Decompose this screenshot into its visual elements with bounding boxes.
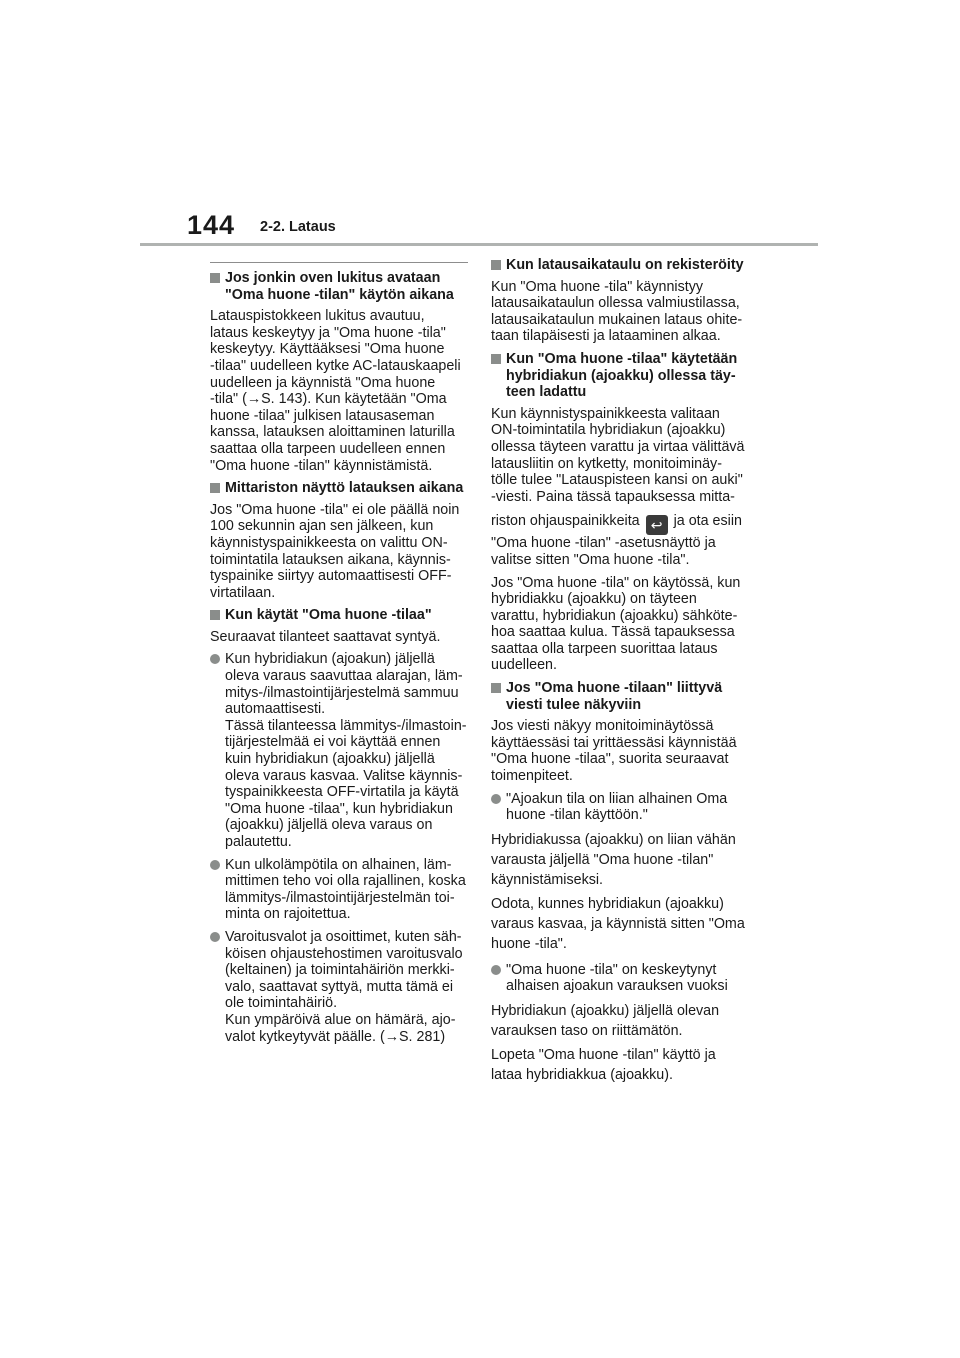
square-bullet-icon bbox=[210, 610, 220, 620]
left-column bbox=[210, 270, 468, 1051]
round-bullet-icon bbox=[210, 932, 220, 942]
page-number: 144 bbox=[187, 210, 236, 240]
paragraph: Seuraavat tilanteet saattavat syntyä. bbox=[210, 628, 441, 645]
paragraph: Jos "Oma huone -tila" ei ole päällä noin 100 sekunnin ajan sen jälkeen, kun käynnistyspainikkeesta on valittu ON- toimintatila latauksen aikana, käynnis- tyspainike siirtyy automaattisesti OFF- virtatilaan. bbox=[210, 501, 460, 601]
square-bullet-icon bbox=[210, 273, 220, 283]
list-item: "Oma huone -tila" on keskeytynyt alhaisen ajoakun varauksen vuoksi bbox=[491, 962, 756, 995]
square-bullet-icon bbox=[210, 483, 220, 493]
heading-room-mode-message: Jos "Oma huone -tilaan" liittyvä viesti tulee näkyviin bbox=[491, 680, 756, 713]
column-top-divider bbox=[210, 262, 468, 263]
heading-full-battery: Kun "Oma huone -tilaa" käytetään hybridiakun (ajoakku) ollessa täy- teen ladattu bbox=[491, 351, 756, 401]
round-bullet-icon bbox=[491, 965, 501, 975]
list-item: Varoitusvalot ja osoittimet, kuten säh- köisen ohjaustehostimen varoitusvalo (keltainen) ja toimintahäiriön merkki- valo, saattavat syttyä, mutta tämä ei ole toimintahäiriö. Kun ympäröivä alue on hämärä, ajo- valot kytkeytyvät päälle. (→S. 281) bbox=[210, 929, 468, 1045]
paragraph: Hybridiakussa (ajoakku) on liian vähän varausta jäljellä "Oma huone -tilan" käynnistämiseksi. bbox=[491, 831, 736, 888]
header-divider bbox=[140, 243, 818, 246]
paragraph: Jos viesti näkyy monitoiminäytössä käyttäessäsi tai yrittäessäsi käynnistää "Oma huone -tilaa", suorita seuraavat toimenpiteet. bbox=[491, 718, 737, 785]
paragraph-with-icon: riston ohjauspainikkeita ↩ ja ota esiin bbox=[491, 513, 742, 534]
list-item: Kun hybridiakun (ajoakun) jäljellä oleva varaus saavuttaa alarajan, läm- mitys-/ilmastointijärjestelmä sammuu automaattisesti. Tässä tilanteessa lämmitys-/ilmastoin- tijärjestelmää ei voi käyttää ennen kuin hybridiakun (ajoakku) jäljellä oleva varaus kasvaa. Valitse käynnis- tyspainikkeesta OFF-virtatila ja käytä "Oma huone -tilaa", kun hybridiakun (ajoakku) jäljellä oleva varaus on palautettu. bbox=[210, 651, 468, 850]
paragraph: Jos "Oma huone -tila" on käytössä, kun hybridiakku (ajoakku) on täyteen varattu, hybridiakun (ajoakku) sähköte- hoa saattaa kulua. Tässä tapauksessa saattaa olla tarpeen suorittaa lataus uudelleen. bbox=[491, 574, 741, 674]
paragraph: Hybridiakun (ajoakku) jäljellä olevan varauksen taso on riittämätön. bbox=[491, 1003, 720, 1039]
list-item: Kun ulkolämpötila on alhainen, läm- mittimen teho voi olla rajallinen, koska lämmitys-/ilmastointijärjestelmän toi- minta on rajoitettua. bbox=[210, 857, 468, 923]
right-column bbox=[491, 257, 756, 1087]
return-arrow-icon: ↩ bbox=[646, 515, 668, 535]
paragraph: Kun käynnistyspainikkeesta valitaan ON-toimintatila hybridiakun (ajoakku) ollessa täyteen varattu ja virtaa välittävä latausliitin on kytketty, monitoiminäy- tölle tulee "Latauspisteen kansi on auki" -viesti. Paina tässä tapauksessa mitta- bbox=[491, 405, 745, 505]
paragraph: Lopeta "Oma huone -tilan" käyttö ja lataa hybridiakkua (ajoakku). bbox=[491, 1047, 716, 1083]
paragraph: Odota, kunnes hybridiakun (ajoakku) varaus kasvaa, ja käynnistä sitten "Oma huone -tila". bbox=[491, 895, 745, 952]
round-bullet-icon bbox=[491, 794, 501, 804]
heading-meter-display: Mittariston näyttö latauksen aikana bbox=[210, 480, 468, 497]
paragraph: "Oma huone -tilan" -asetusnäyttö ja valitse sitten "Oma huone -tila". bbox=[491, 535, 716, 568]
round-bullet-icon bbox=[210, 860, 220, 870]
heading-door-unlock: Jos jonkin oven lukitus avataan "Oma huone -tilan" käytön aikana bbox=[210, 270, 468, 303]
heading-using-room-mode: Kun käytät "Oma huone -tilaa" bbox=[210, 607, 468, 624]
list-item: "Ajoakun tila on liian alhainen Oma huone -tilan käyttöön." bbox=[491, 791, 756, 824]
square-bullet-icon bbox=[491, 683, 501, 693]
paragraph: Latauspistokkeen lukitus avautuu, lataus keskeytyy ja "Oma huone -tila" keskeytyy. Käyttääksesi "Oma huone -tilaa" uudelleen kytke AC-latauskaapeli uudelleen ja käynnistä "Oma huone -tila" (→S. 143). Kun käytetään "Oma huone -tilaa" julkisen latausaseman kanssa, latauksen aloittaminen laturilla saattaa olla tarpeen uudelleen ennen "Oma huone -tilan" käynnistämistä. bbox=[210, 308, 461, 474]
paragraph: Kun "Oma huone -tila" käynnistyy latausaikataulun ollessa valmiustilassa, latausaikataulun mukainen lataus ohite- taan tilapäisesti ja lataaminen alkaa. bbox=[491, 278, 743, 345]
round-bullet-icon bbox=[210, 654, 220, 664]
heading-charging-schedule: Kun latausaikataulu on rekisteröity bbox=[491, 257, 756, 274]
square-bullet-icon bbox=[491, 260, 501, 270]
square-bullet-icon bbox=[491, 354, 501, 364]
section-title: 2-2. Lataus bbox=[260, 219, 336, 235]
